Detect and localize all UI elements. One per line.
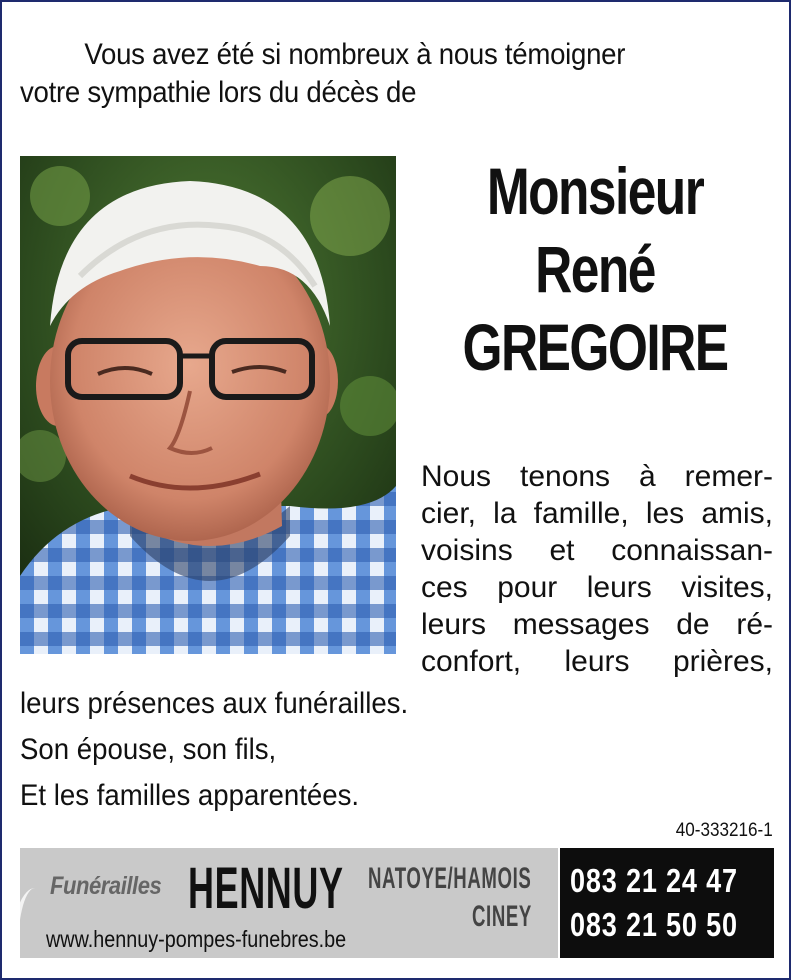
phone-number-2[interactable]: 083 21 50 50 — [570, 906, 738, 943]
banner-brand-logo: HENNUY — [188, 856, 344, 921]
banner-location-2: CINEY — [472, 900, 532, 933]
name-first: René — [535, 232, 655, 306]
banner-website-link[interactable]: www.hennuy-pompes-funebres.be — [46, 926, 347, 952]
intro-line-1: Vous avez été si nombreux à nous témoigner — [84, 38, 626, 71]
portrait-illustration — [20, 156, 396, 654]
phone-number-1[interactable]: 083 21 24 47 — [570, 862, 738, 899]
thanks-paragraph — [421, 458, 773, 680]
signatories-line-2: Et les familles apparentées. — [20, 779, 360, 812]
reference-number: 40-333216-1 — [676, 820, 773, 841]
thanks-line: Nous tenons à remer- — [421, 460, 773, 493]
thanks-line: voisins et connaissan- — [421, 534, 773, 567]
thanks-end-line: leurs présences aux funérailles. — [20, 687, 409, 720]
phone-box — [560, 848, 774, 958]
thanks-line: confort, leurs prières, — [421, 645, 773, 678]
signatories-line-1: Son épouse, son fils, — [20, 733, 277, 766]
deceased-name — [420, 152, 770, 386]
intro-text — [20, 36, 773, 112]
banner-location-1: NATOYE/HAMOIS — [368, 862, 532, 895]
thanks-line: ces pour leurs visites, — [421, 571, 773, 604]
thanks-line: cier, la famille, les amis, — [421, 497, 773, 530]
thanks-line: leurs messages de ré- — [421, 608, 773, 641]
portrait-photo — [20, 156, 396, 654]
banner-funerailles: Funérailles — [50, 872, 162, 900]
intro-line-2: votre sympathie lors du décès de — [20, 76, 417, 109]
name-last: GREGOIRE — [462, 310, 728, 384]
name-title: Monsieur — [486, 154, 704, 228]
funeral-home-banner — [20, 848, 558, 958]
